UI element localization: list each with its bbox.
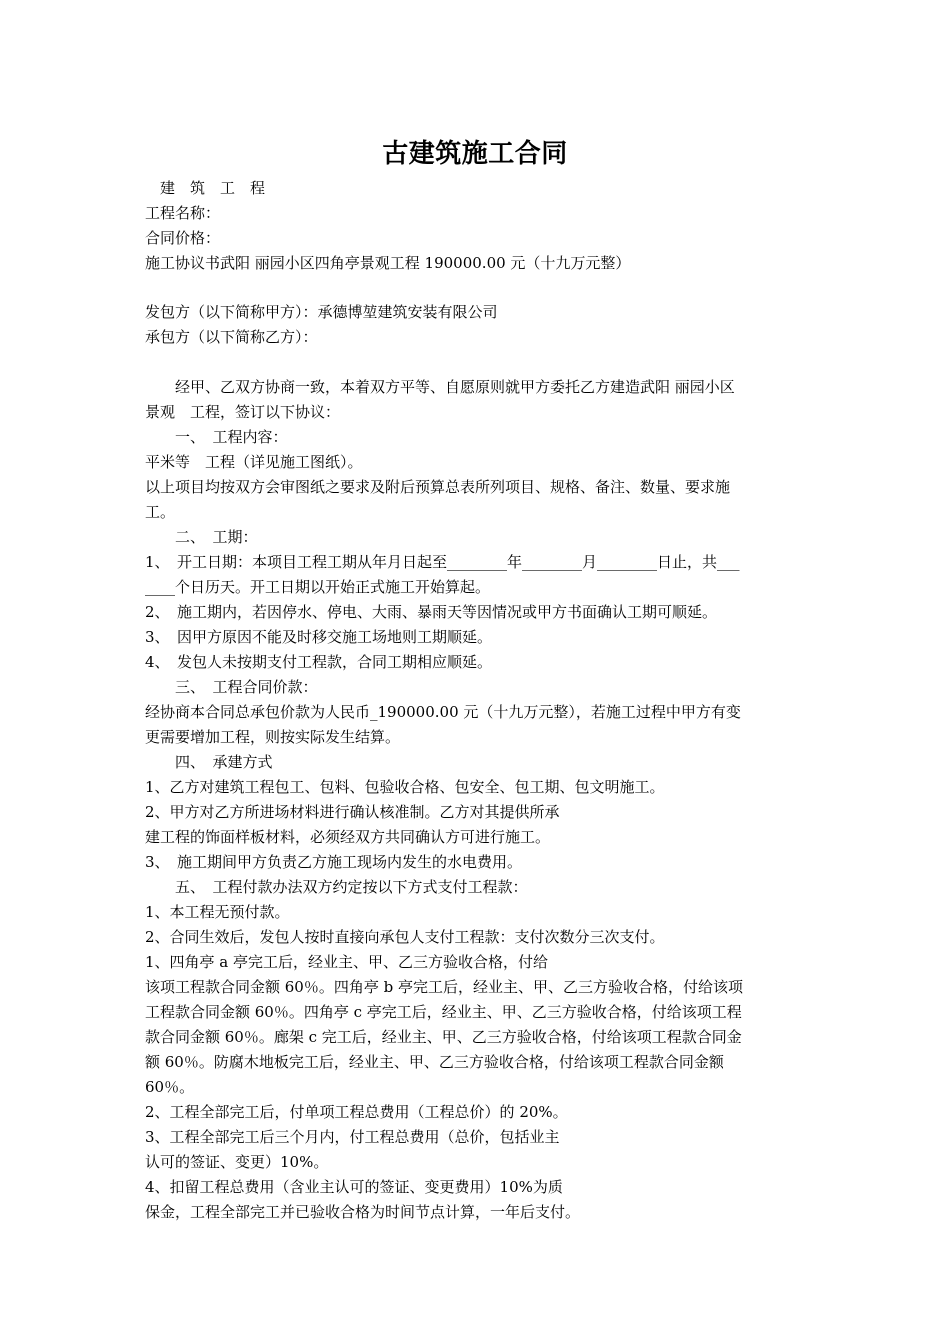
section-heading: 一、 工程内容： <box>145 428 288 446</box>
text-line: 1、四角亭 a 亭完工后，经业主、甲、乙三方验收合格，付给 <box>145 953 549 971</box>
text-line: 发包方（以下简称甲方）：承德博堃建筑安装有限公司 <box>145 303 498 321</box>
text-line: 3、 施工期间甲方负责乙方施工现场内发生的水电费用。 <box>145 853 523 871</box>
text-line: 工程名称： <box>145 204 221 222</box>
text-line: 更需要增加工程，则按实际发生结算。 <box>145 728 401 746</box>
text-line: 60％。 <box>145 1078 195 1096</box>
section-heading: 四、 承建方式 <box>145 753 273 771</box>
text-line: 4、 发包人未按期支付工程款，合同工期相应顺延。 <box>145 653 493 671</box>
text-line: 工程款合同金额 60％。四角亭 c 亭完工后，经业主、甲、乙三方验收合格，付给该项工程 <box>145 1003 742 1021</box>
text-line: 建 筑 工 程 <box>145 179 266 197</box>
text-line: 建工程的饰面样板材料，必须经双方共同确认方可进行施工。 <box>145 828 551 846</box>
text-line: 经协商本合同总承包价款为人民币_190000.00 元（十九万元整），若施工过程中甲方有变 <box>145 703 741 721</box>
text-line: 承包方（以下简称乙方）： <box>145 328 318 346</box>
text-line: 3、工程全部完工后三个月内，付工程总费用（总价，包括业主 <box>145 1128 560 1146</box>
text-line: 合同价格： <box>145 229 221 247</box>
text-line: 以上项目均按双方会审图纸之要求及附后预算总表所列项目、规格、备注、数量、要求施 <box>145 478 731 496</box>
text-line: 4、扣留工程总费用（含业主认可的签证、变更费用）10%为质 <box>145 1178 563 1196</box>
text-line: 1、 开工日期：本项目工程工期从年月日起至________年________月________日止，共___ <box>145 553 740 571</box>
text-line: 该项工程款合同金额 60％。四角亭 b 亭完工后，经业主、甲、乙三方验收合格，付给该项 <box>145 978 743 996</box>
section-heading: 二、 工期： <box>145 528 258 546</box>
text-line: 额 60％。防腐木地板完工后，经业主、甲、乙三方验收合格，付给该项工程款合同金额 <box>145 1053 724 1071</box>
text-line: 款合同金额 60％。廊架 c 完工后，经业主、甲、乙三方验收合格，付给该项工程款合同金 <box>145 1028 742 1046</box>
text-line: 2、甲方对乙方所进场材料进行确认核准制。乙方对其提供所承 <box>145 803 560 821</box>
text-line: 认可的签证、变更）10%。 <box>145 1153 329 1171</box>
text-line: 2、 施工期内，若因停水、停电、大雨、暴雨天等因情况或甲方书面确认工期可顺延。 <box>145 603 718 621</box>
text-line: 2、工程全部完工后，付单项工程总费用（工程总价）的 20%。 <box>145 1103 568 1121</box>
text-line: 3、 因甲方原因不能及时移交施工场地则工期顺延。 <box>145 628 493 646</box>
text-line: 2、合同生效后，发包人按时直接向承包人支付工程款：支付次数分三次支付。 <box>145 928 665 946</box>
text-line: 经甲、乙双方协商一致，本着双方平等、自愿原则就甲方委托乙方建造武阳 丽园小区 <box>145 378 735 396</box>
section-heading: 五、 工程付款办法双方约定按以下方式支付工程款： <box>145 878 528 896</box>
text-line: 施工协议书武阳 丽园小区四角亭景观工程 190000.00 元（十九万元整） <box>145 254 631 272</box>
text-line: 保金，工程全部完工并已验收合格为时间节点计算，一年后支付。 <box>145 1203 581 1221</box>
text-line: 工。 <box>145 503 176 521</box>
document-title: 古建筑施工合同 <box>382 139 568 169</box>
text-line: 1、乙方对建筑工程包工、包料、包验收合格、包安全、包工期、包文明施工。 <box>145 778 665 796</box>
text-line: 景观 工程，签订以下协议： <box>145 403 341 421</box>
text-line: ____个日历天。开工日期以开始正式施工开始算起。 <box>145 578 491 596</box>
section-heading: 三、 工程合同价款： <box>145 678 318 696</box>
text-line: 1、本工程无预付款。 <box>145 903 290 921</box>
text-line: 平米等 工程（详见施工图纸）。 <box>145 453 363 471</box>
